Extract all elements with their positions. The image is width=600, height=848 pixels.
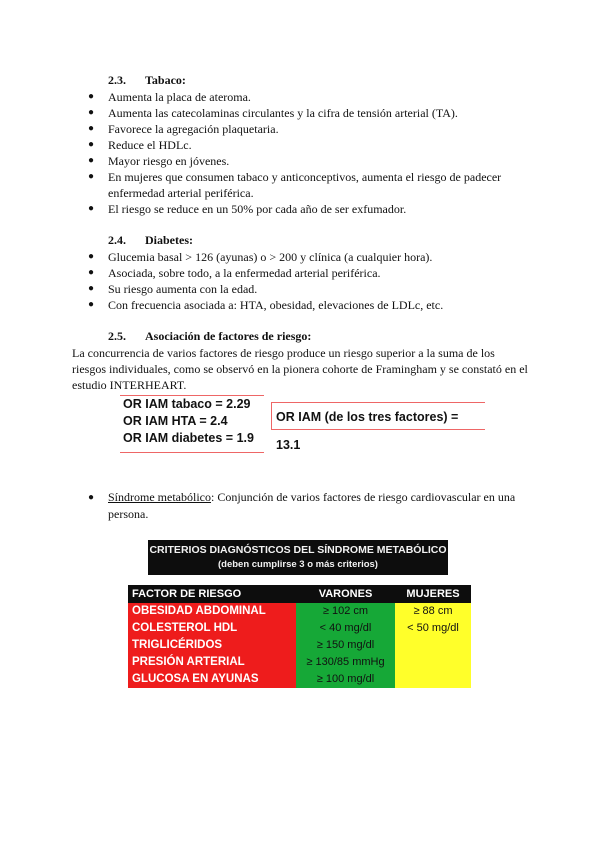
tabaco-list xyxy=(88,89,528,217)
bullet-icon: ● xyxy=(88,91,95,102)
bullet-icon: ● xyxy=(88,299,95,310)
cell-varones: ≥ 150 mg/dl xyxy=(296,637,395,654)
or-diabetes: OR IAM diabetes = 1.9 xyxy=(123,431,254,445)
sindrome-term: Síndrome metabólico xyxy=(108,490,211,504)
cell-mujeres: ≥ 88 cm xyxy=(395,603,471,620)
list-item: ● En mujeres que consumen tabaco y anticonceptivos, aumenta el riesgo de padecer enfermedad arterial periférica. xyxy=(88,170,502,200)
bullet-icon: ● xyxy=(88,123,95,134)
bullet-icon: ● xyxy=(88,155,95,166)
list-item: ● El riesgo se reduce en un 50% por cada año de ser exfumador. xyxy=(88,202,407,216)
section-heading-diabetes xyxy=(108,233,193,248)
list-item: ● Asociada, sobre todo, a la enfermedad arterial periférica. xyxy=(88,266,381,280)
table-row xyxy=(128,603,471,620)
bullet-icon: ● xyxy=(88,139,95,150)
table-row xyxy=(128,637,471,654)
asociacion-paragraph: La concurrencia de varios factores de riesgo produce un riesgo superior a la suma de los riesgos individuales, como se observó en la pionera cohorte de Framingham y se constató en el estudio INTERHEART. xyxy=(72,346,528,392)
section-number: 2.5. xyxy=(108,329,126,343)
header-factor: FACTOR DE RIESGO xyxy=(128,585,296,603)
table-header-row xyxy=(128,585,471,603)
or-total-box: OR IAM (de los tres factores) = 13.1 xyxy=(271,402,485,430)
section-heading-tabaco xyxy=(108,73,186,88)
section-number: 2.4. xyxy=(108,233,126,247)
cell-mujeres xyxy=(395,637,471,654)
header-varones: VARONES xyxy=(296,585,395,603)
cell-mujeres xyxy=(395,654,471,671)
cell-mujeres: < 50 mg/dl xyxy=(395,620,471,637)
or-individual-box xyxy=(120,395,264,453)
criterios-title: CRITERIOS DIAGNÓSTICOS DEL SÍNDROME METABÓLICO xyxy=(149,544,447,556)
section-title: Asociación de factores de riesgo: xyxy=(145,329,312,343)
criterios-subtitle: (deben cumplirse 3 o más criterios) xyxy=(218,559,378,570)
or-tabaco: OR IAM tabaco = 2.29 xyxy=(123,397,251,411)
bullet-icon: ● xyxy=(88,492,95,503)
bullet-icon: ● xyxy=(88,107,95,118)
list-item: ● Con frecuencia asociada a: HTA, obesidad, elevaciones de LDLc, etc. xyxy=(88,298,444,312)
cell-factor: PRESIÓN ARTERIAL xyxy=(128,654,296,671)
or-hta: OR IAM HTA = 2.4 xyxy=(123,414,228,428)
list-item: ● Mayor riesgo en jóvenes. xyxy=(88,154,230,168)
bullet-icon: ● xyxy=(88,171,95,182)
table-row xyxy=(128,620,471,637)
list-item: ● Glucemia basal > 126 (ayunas) o > 200 y clínica (a cualquier hora). xyxy=(88,250,433,264)
section-number: 2.3. xyxy=(108,73,126,87)
section-heading-asociacion xyxy=(108,329,311,344)
list-item: ● Aumenta la placa de ateroma. xyxy=(88,90,251,104)
header-mujeres: MUJERES xyxy=(395,585,471,603)
table-row xyxy=(128,671,471,688)
cell-varones: ≥ 130/85 mmHg xyxy=(296,654,395,671)
table-row xyxy=(128,654,471,671)
sindrome-definition: : Conjunción de varios factores de riesgo cardiovascular en una persona. xyxy=(108,490,516,521)
cell-varones: ≥ 102 cm xyxy=(296,603,395,620)
cell-factor: OBESIDAD ABDOMINAL xyxy=(128,603,296,620)
list-item: ● Reduce el HDLc. xyxy=(88,138,192,152)
cell-mujeres xyxy=(395,671,471,688)
cell-factor: COLESTEROL HDL xyxy=(128,620,296,637)
bullet-icon: ● xyxy=(88,203,95,214)
list-item: ● Su riesgo aumenta con la edad. xyxy=(88,282,258,296)
criterios-header xyxy=(148,540,448,575)
list-item: ● Aumenta las catecolaminas circulantes y la cifra de tensión arterial (TA). xyxy=(88,106,458,120)
cell-factor: TRIGLICÉRIDOS xyxy=(128,637,296,654)
bullet-icon: ● xyxy=(88,283,95,294)
diabetes-list xyxy=(88,249,528,313)
cell-varones: < 40 mg/dl xyxy=(296,620,395,637)
bullet-icon: ● xyxy=(88,251,95,262)
bullet-icon: ● xyxy=(88,267,95,278)
section-title: Tabaco: xyxy=(145,73,186,87)
cell-varones: ≥ 100 mg/dl xyxy=(296,671,395,688)
section-title: Diabetes: xyxy=(145,233,193,247)
list-item: ● Favorece la agregación plaquetaria. xyxy=(88,122,279,136)
criterios-table xyxy=(128,585,471,688)
cell-factor: GLUCOSA EN AYUNAS xyxy=(128,671,296,688)
sindrome-metabolico-item xyxy=(88,489,538,523)
